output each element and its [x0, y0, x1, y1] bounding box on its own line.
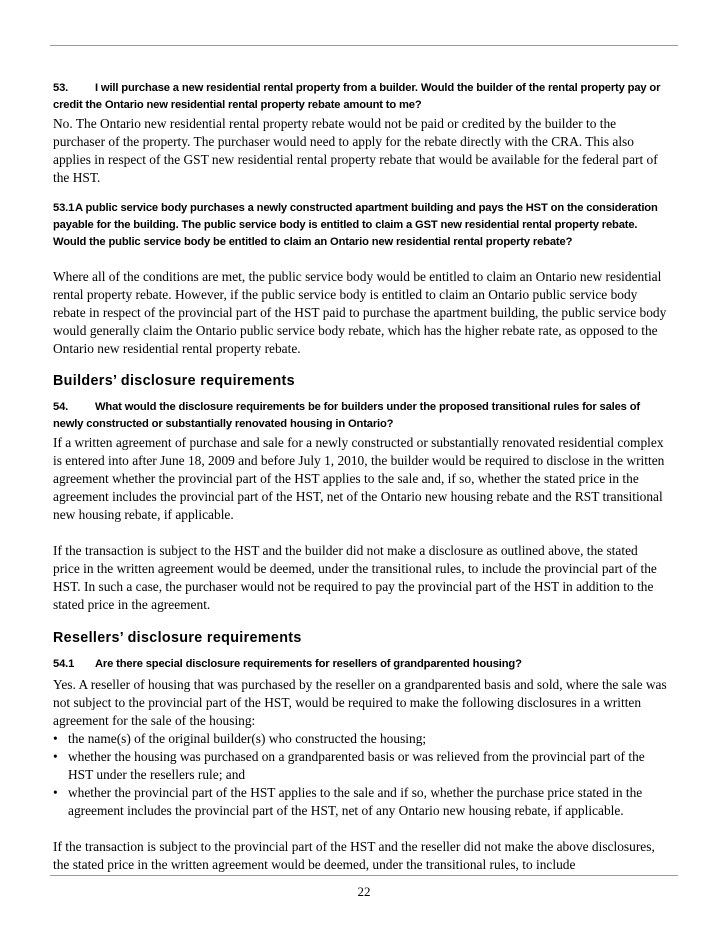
section-heading-resellers: Resellers’ disclosure requirements — [53, 630, 302, 646]
answer-54-1-paragraph-2: If the transaction is subject to the provincial part of the HST and the reseller did not make the above disclosures, the stated price in the written agreement would be deemed, under the transitional rules, to include — [53, 839, 655, 872]
question-text: A public service body purchases a newly constructed apartment building and pays the HST on the consideration payable for the building. The public service body is entitled to claim a GST new residential rental property rebate. Would the public service body be entitled to claim an Ontario new residential rental property rebate? — [53, 202, 658, 248]
answer-53-1: Where all of the conditions are met, the public service body would be entitled to claim an Ontario new residential rental property rebate. However, if the public service body is entitled to claim an Ontario public service body rebate in respect of the provincial part of the HST paid to purchase the apartment building, the public service body would generally claim the Ontario public service body rebate, which has the higher rebate rate, as opposed to the Ontario new residential rental property rebate. — [53, 269, 667, 356]
list-item — [53, 748, 667, 784]
question-53-1 — [53, 200, 667, 251]
question-text: What would the disclosure requirements be for builders under the proposed transitional rules for sales of newly constructed or substantially renovated housing in Ontario? — [53, 401, 640, 430]
question-text: I will purchase a new residential rental property from a builder. Would the builder of the rental property pay or credit the Ontario new residential rental property rebate amount to me? — [53, 82, 661, 111]
answer-53: No. The Ontario new residential rental property rebate would not be paid or credited by the builder to the purchaser of the property. The purchaser would need to apply for the rebate directly with the CRA. This also applies in respect of the GST new residential rental property rebate that would be available for the federal part of the HST. — [53, 116, 658, 185]
section-heading-builders: Builders’ disclosure requirements — [53, 373, 295, 389]
disclosure-bullet-list — [53, 730, 667, 820]
question-number: 54. — [53, 401, 69, 413]
footer-rule — [50, 875, 678, 876]
page-content — [53, 80, 667, 874]
list-item-text: whether the housing was purchased on a grandparented basis or was relieved from the provincial part of the HST under the resellers rule; and — [68, 749, 645, 782]
list-item — [53, 784, 667, 820]
list-item — [53, 730, 667, 748]
list-item-text: the name(s) of the original builder(s) who constructed the housing; — [68, 731, 427, 746]
question-number: 53.1 — [53, 202, 75, 214]
answer-54-1-paragraph-1: Yes. A reseller of housing that was purchased by the reseller on a grandparented basis and sold, where the sale was not subject to the provincial part of the HST, would be required to make the following disclosures in a written agreement for the sale of the housing: — [53, 677, 667, 728]
question-54 — [53, 399, 667, 433]
page-number: 22 — [357, 884, 371, 899]
answer-54-paragraph-2: If the transaction is subject to the HST and the builder did not make a disclosure as outlined above, the stated price in the written agreement would be deemed, under the transitional rules, to include the provincial part of the HST. In such a case, the purchaser would not be required to pay the provincial part of the HST in addition to the stated price in the agreement. — [53, 543, 657, 612]
question-text: Are there special disclosure requirements for resellers of grandparented housing? — [95, 658, 522, 670]
question-number: 54.1 — [53, 658, 75, 670]
bullet-icon: • — [53, 749, 58, 764]
question-number: 53. — [53, 82, 69, 94]
answer-54-paragraph-1: If a written agreement of purchase and sale for a newly constructed or substantially renovated residential complex is entered into after June 18, 2009 and before July 1, 2010, the builder would be required to disclose in the written agreement whether the provincial part of the HST applies to the sale and, if so, whether the stated price in the agreement includes the provincial part of the HST, net of the Ontario new housing rebate and the RST transitional new housing rebate, if applicable. — [53, 435, 665, 522]
list-item-text: whether the provincial part of the HST applies to the sale and if so, whether the purchase price stated in the agreement includes the provincial part of the HST, net of any Ontario new housing rebate, if applicable. — [68, 785, 643, 818]
header-rule — [50, 45, 678, 46]
bullet-icon: • — [53, 731, 58, 746]
bullet-icon: • — [53, 785, 58, 800]
question-54-1 — [53, 656, 667, 673]
question-53 — [53, 80, 667, 114]
